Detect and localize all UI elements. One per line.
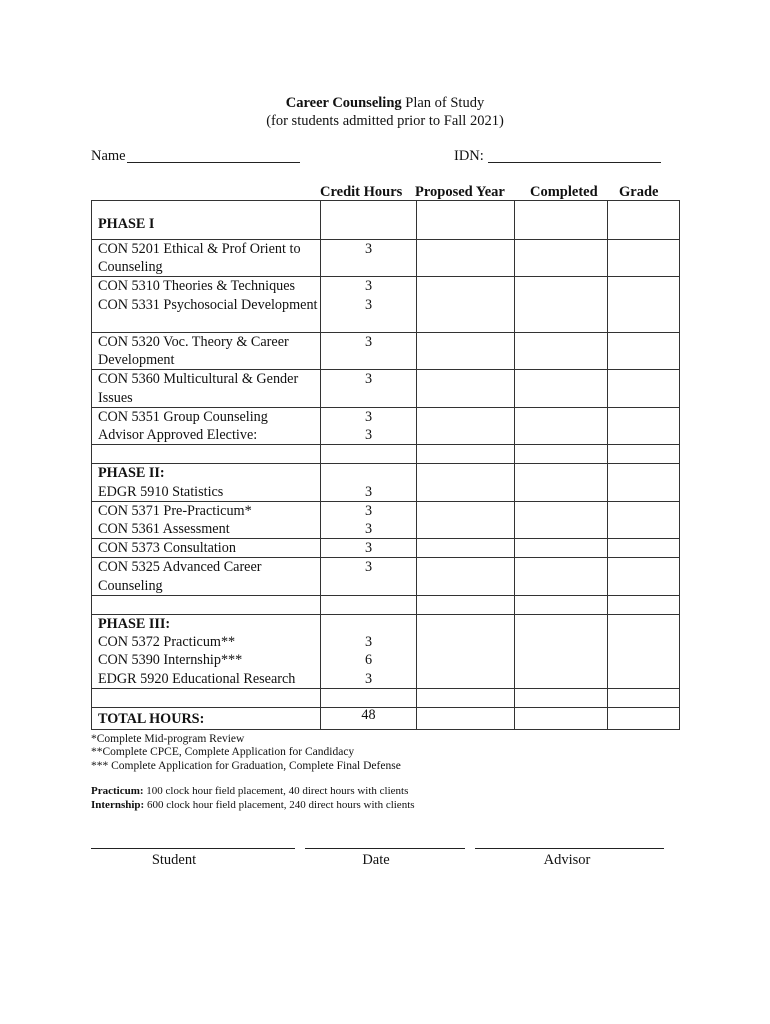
course-cell: EDGR 5910 Statistics bbox=[92, 483, 321, 502]
grade-cell[interactable] bbox=[608, 558, 680, 595]
year-cell[interactable] bbox=[417, 407, 515, 426]
year-cell[interactable] bbox=[417, 501, 515, 520]
course-cell: CON 5201 Ethical & Prof Orient to Counseling bbox=[92, 240, 321, 277]
practicum-text: 100 clock hour field placement, 40 direct hours with clients bbox=[143, 785, 409, 797]
credit-cell: 3 bbox=[321, 483, 417, 502]
year-cell[interactable] bbox=[417, 277, 515, 296]
completed-cell[interactable] bbox=[515, 333, 608, 370]
phase-2-heading: PHASE II: bbox=[92, 464, 321, 483]
year-cell[interactable] bbox=[417, 670, 515, 689]
table-row bbox=[92, 539, 680, 558]
credit-cell: 3 bbox=[321, 296, 417, 333]
idn-field[interactable] bbox=[488, 148, 661, 163]
grade-cell[interactable] bbox=[608, 520, 680, 539]
phase-1-heading: PHASE I bbox=[98, 216, 155, 232]
total-hours-value: 48 bbox=[321, 708, 417, 730]
table-row bbox=[92, 633, 680, 651]
phase-row bbox=[92, 615, 680, 634]
table-row bbox=[92, 240, 680, 277]
completed-cell[interactable] bbox=[515, 296, 608, 333]
year-cell[interactable] bbox=[417, 240, 515, 277]
phase-3-heading: PHASE III: bbox=[92, 615, 321, 634]
grade-cell[interactable] bbox=[608, 539, 680, 558]
completed-cell[interactable] bbox=[515, 407, 608, 426]
completed-cell[interactable] bbox=[515, 240, 608, 277]
blank-row bbox=[92, 595, 680, 614]
grade-cell[interactable] bbox=[608, 333, 680, 370]
col-completed: Completed bbox=[530, 184, 598, 200]
grade-cell[interactable] bbox=[608, 670, 680, 689]
table-row bbox=[92, 296, 680, 333]
completed-cell[interactable] bbox=[515, 483, 608, 502]
credit-cell: 3 bbox=[321, 633, 417, 651]
course-cell: CON 5371 Pre-Practicum* bbox=[92, 501, 321, 520]
date-signature-line[interactable] bbox=[305, 848, 465, 849]
grade-cell[interactable] bbox=[608, 296, 680, 333]
idn-label: IDN: bbox=[454, 148, 484, 164]
course-cell: EDGR 5920 Educational Research bbox=[92, 670, 321, 689]
name-field[interactable] bbox=[127, 148, 300, 163]
grade-cell[interactable] bbox=[608, 240, 680, 277]
table-row bbox=[92, 407, 680, 426]
internship-note bbox=[91, 798, 415, 812]
note-graduation: *** Complete Application for Graduation, Complete Final Defense bbox=[91, 760, 401, 772]
credit-cell: 3 bbox=[321, 539, 417, 558]
phase-row bbox=[92, 464, 680, 483]
date-label: Date bbox=[362, 852, 390, 868]
table-row bbox=[92, 670, 680, 689]
internship-label: Internship: bbox=[91, 799, 145, 811]
total-row bbox=[92, 708, 680, 730]
student-label: Student bbox=[151, 852, 197, 868]
course-cell: CON 5320 Voc. Theory & Career Development bbox=[92, 333, 321, 370]
table-row bbox=[92, 558, 680, 595]
course-cell: CON 5390 Internship*** bbox=[92, 651, 321, 669]
col-proposed-year: Proposed Year bbox=[415, 184, 505, 200]
year-cell[interactable] bbox=[417, 539, 515, 558]
course-cell: CON 5310 Theories & Techniques bbox=[92, 277, 321, 296]
credit-cell: 3 bbox=[321, 333, 417, 370]
table-row bbox=[92, 277, 680, 296]
col-grade: Grade bbox=[619, 184, 659, 200]
course-cell: CON 5325 Advanced Career Counseling bbox=[92, 558, 321, 595]
course-cell: CON 5331 Psychosocial Development bbox=[92, 296, 321, 333]
completed-cell[interactable] bbox=[515, 651, 608, 669]
page-subtitle: (for students admitted prior to Fall 2021) bbox=[266, 113, 504, 129]
year-cell[interactable] bbox=[417, 426, 515, 445]
practicum-label: Practicum: bbox=[91, 785, 144, 797]
grade-cell[interactable] bbox=[608, 277, 680, 296]
year-cell[interactable] bbox=[417, 483, 515, 502]
practicum-note bbox=[91, 784, 408, 798]
completed-cell[interactable] bbox=[515, 670, 608, 689]
credit-cell: 3 bbox=[321, 240, 417, 277]
completed-cell[interactable] bbox=[515, 277, 608, 296]
year-cell[interactable] bbox=[417, 520, 515, 539]
year-cell[interactable] bbox=[417, 333, 515, 370]
completed-cell[interactable] bbox=[515, 539, 608, 558]
completed-cell[interactable] bbox=[515, 426, 608, 445]
credit-cell: 3 bbox=[321, 277, 417, 296]
student-signature-line[interactable] bbox=[91, 848, 295, 849]
year-cell[interactable] bbox=[417, 370, 515, 407]
note-mid-program: *Complete Mid-program Review bbox=[91, 733, 245, 745]
grade-cell[interactable] bbox=[608, 483, 680, 502]
year-cell[interactable] bbox=[417, 558, 515, 595]
internship-text: 600 clock hour field placement, 240 direct hours with clients bbox=[144, 799, 415, 811]
credit-cell: 3 bbox=[321, 426, 417, 445]
course-cell: CON 5360 Multicultural & Gender Issues bbox=[92, 370, 321, 407]
table-row bbox=[92, 333, 680, 370]
grade-cell[interactable] bbox=[608, 370, 680, 407]
phase-row bbox=[92, 201, 680, 240]
note-cpce: **Complete CPCE, Complete Application for Candidacy bbox=[91, 746, 355, 758]
grade-cell[interactable] bbox=[608, 501, 680, 520]
credit-cell: 3 bbox=[321, 558, 417, 595]
col-credit-hours: Credit Hours bbox=[320, 184, 403, 200]
blank-row bbox=[92, 688, 680, 707]
table-row bbox=[92, 426, 680, 445]
table-row bbox=[92, 520, 680, 539]
year-cell[interactable] bbox=[417, 633, 515, 651]
table-row bbox=[92, 651, 680, 669]
table-row bbox=[92, 370, 680, 407]
title-bold: Career Counseling bbox=[285, 95, 402, 111]
name-label: Name bbox=[91, 148, 126, 164]
title-rest: Plan of Study bbox=[401, 95, 485, 111]
course-cell: CON 5373 Consultation bbox=[92, 539, 321, 558]
grade-cell[interactable] bbox=[608, 426, 680, 445]
grade-cell[interactable] bbox=[608, 633, 680, 651]
completed-cell[interactable] bbox=[515, 501, 608, 520]
completed-cell[interactable] bbox=[515, 558, 608, 595]
page-title bbox=[0, 94, 770, 112]
credit-cell: 3 bbox=[321, 407, 417, 426]
course-cell: Advisor Approved Elective: bbox=[92, 426, 321, 445]
credit-cell: 6 bbox=[321, 651, 417, 669]
completed-cell[interactable] bbox=[515, 633, 608, 651]
course-cell: CON 5361 Assessment bbox=[92, 520, 321, 539]
credit-cell: 3 bbox=[321, 501, 417, 520]
year-cell[interactable] bbox=[417, 651, 515, 669]
table-row bbox=[92, 483, 680, 502]
credit-cell: 3 bbox=[321, 520, 417, 539]
course-cell: CON 5372 Practicum** bbox=[92, 633, 321, 651]
plan-of-study-table bbox=[91, 200, 680, 730]
completed-cell[interactable] bbox=[515, 370, 608, 407]
grade-cell[interactable] bbox=[608, 651, 680, 669]
blank-row bbox=[92, 445, 680, 464]
completed-cell[interactable] bbox=[515, 520, 608, 539]
advisor-label: Advisor bbox=[543, 852, 591, 868]
grade-cell[interactable] bbox=[608, 407, 680, 426]
year-cell[interactable] bbox=[417, 296, 515, 333]
advisor-signature-line[interactable] bbox=[475, 848, 664, 849]
course-cell: CON 5351 Group Counseling bbox=[92, 407, 321, 426]
credit-cell: 3 bbox=[321, 370, 417, 407]
total-hours-label: TOTAL HOURS: bbox=[92, 708, 321, 730]
table-row bbox=[92, 501, 680, 520]
credit-cell: 3 bbox=[321, 670, 417, 689]
